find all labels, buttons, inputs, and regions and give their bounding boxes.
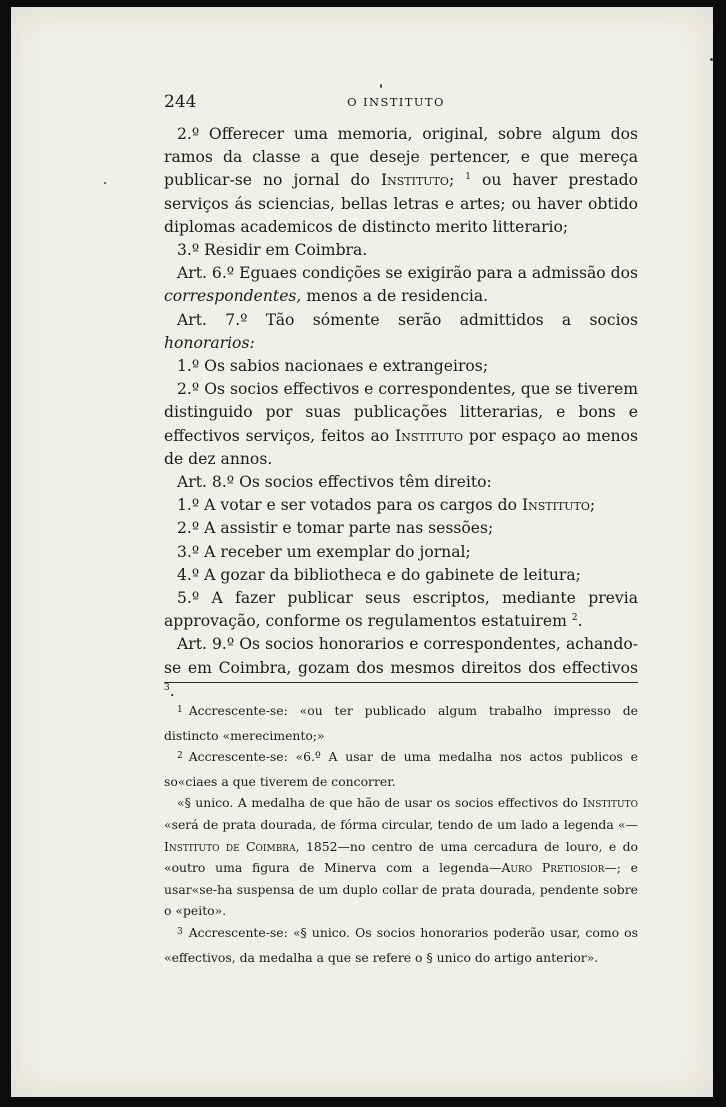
footnote: $^2$ Accrescente-se: «6.º A usar de uma medalha nos actos publicos e so«ciaes a que tiverem de concorrer. [164,749,638,789]
italic-term: honorarios: [164,333,255,352]
italic-term: correspondentes, [164,287,302,306]
small-caps-term: Instituto de Coimbra [164,838,296,854]
paragraph: 5.º A fazer publicar seus escriptos, mediante previa approvação, conforme os regulamentos estatuirem $^2$. [164,589,638,631]
paragraph: 2.º A assistir e tomar parte nas sessões; [177,519,494,538]
paragraph: 3.º A receber um exemplar do jornal; [177,542,471,561]
paragraph: 1.º Os sabios nacionaes e extrangeiros; [177,357,489,376]
main-text [164,123,638,703]
footnotes [164,700,638,968]
footnote: $^3$ Accrescente-se: «§ unico. Os socios honorarios poderão usar, como os «effectivos, da medalha a que se refere o § unico do artigo anterior». [164,924,638,965]
paragraph: Art. 9.º Os socios honorarios e correspondentes, achando-se em Coimbra, gozam dos mesmos direitos dos effectivos $^3$. [164,635,638,700]
scan-speck [104,182,106,184]
small-caps-term: Instituto [582,795,638,811]
paragraph: 3.º Residir em Coimbra. [177,241,368,260]
paragraph: Art. 6.º Eguaes condições se exigirão para a admissão dos correspondentes, menos a de residencia. [164,264,638,306]
small-caps-term: Instituto [521,496,590,515]
footnote: $^1$ Accrescente-se: «ou ter publicado algum trabalho impresso de distincto «merecimento;» [164,703,638,743]
small-caps-term: Instituto [380,171,449,190]
scan-speck [710,58,713,61]
footnote-ref: 2 [571,613,578,624]
footnote-ref: 1 [465,172,471,183]
scan-speck [380,84,382,88]
small-caps-term: Instituto [395,426,463,445]
footnote-ref: 3 [164,682,170,693]
page-header [152,92,640,112]
footnote-number: 3 [177,926,183,937]
footnote-continuation: «§ unico. A medalha de que hão de usar os socios effectivos do Instituto «será de prata dourada, de fórma circular, tendo de um lado a legenda «—Instituto de Coimbra, 1852—no centro de uma cercadura de louro, e do «outro uma figura de Minerva com a legenda—Auro Pretiosior—; e usar«se-ha suspensa de um duplo collar de prata dourada, pendente sobre o «peito». [164,795,639,919]
small-caps-term: Auro Pretiosior [501,860,605,876]
paragraph: 2.º Os socios effectivos e correspondentes, que se tiverem distinguido por suas publicações litterarias, e bons e effectivos serviços, feitos ao Instituto por espaço ao menos de dez annos. [164,380,638,468]
footnote-number: 1 [177,705,183,715]
running-title: O INSTITUTO [347,95,445,109]
page-number: 244 [164,92,197,112]
paragraph: Art. 8.º Os socios effectivos têm direito: [177,473,492,492]
paragraph: 4.º A gozar da bibliotheca e do gabinete de leitura; [177,565,581,584]
footnote-divider [164,682,638,683]
paragraph: Art. 7.º Tão sómente serão admittidos a socios honorarios: [164,310,638,352]
paragraph: 2.º Offerecer uma memoria, original, sobre algum dos ramos da classe a que deseje pertencer, e que mereça publicar-se no jornal do Instituto; $^1$ ou haver prestado serviços ás sciencias, bellas letras e artes; ou haver obtido diplomas academicos de distincto merito litterario; [164,125,638,236]
footnote-number: 2 [177,751,183,762]
paragraph: 1.º A votar e ser votados para os cargos do Instituto; [177,496,596,515]
